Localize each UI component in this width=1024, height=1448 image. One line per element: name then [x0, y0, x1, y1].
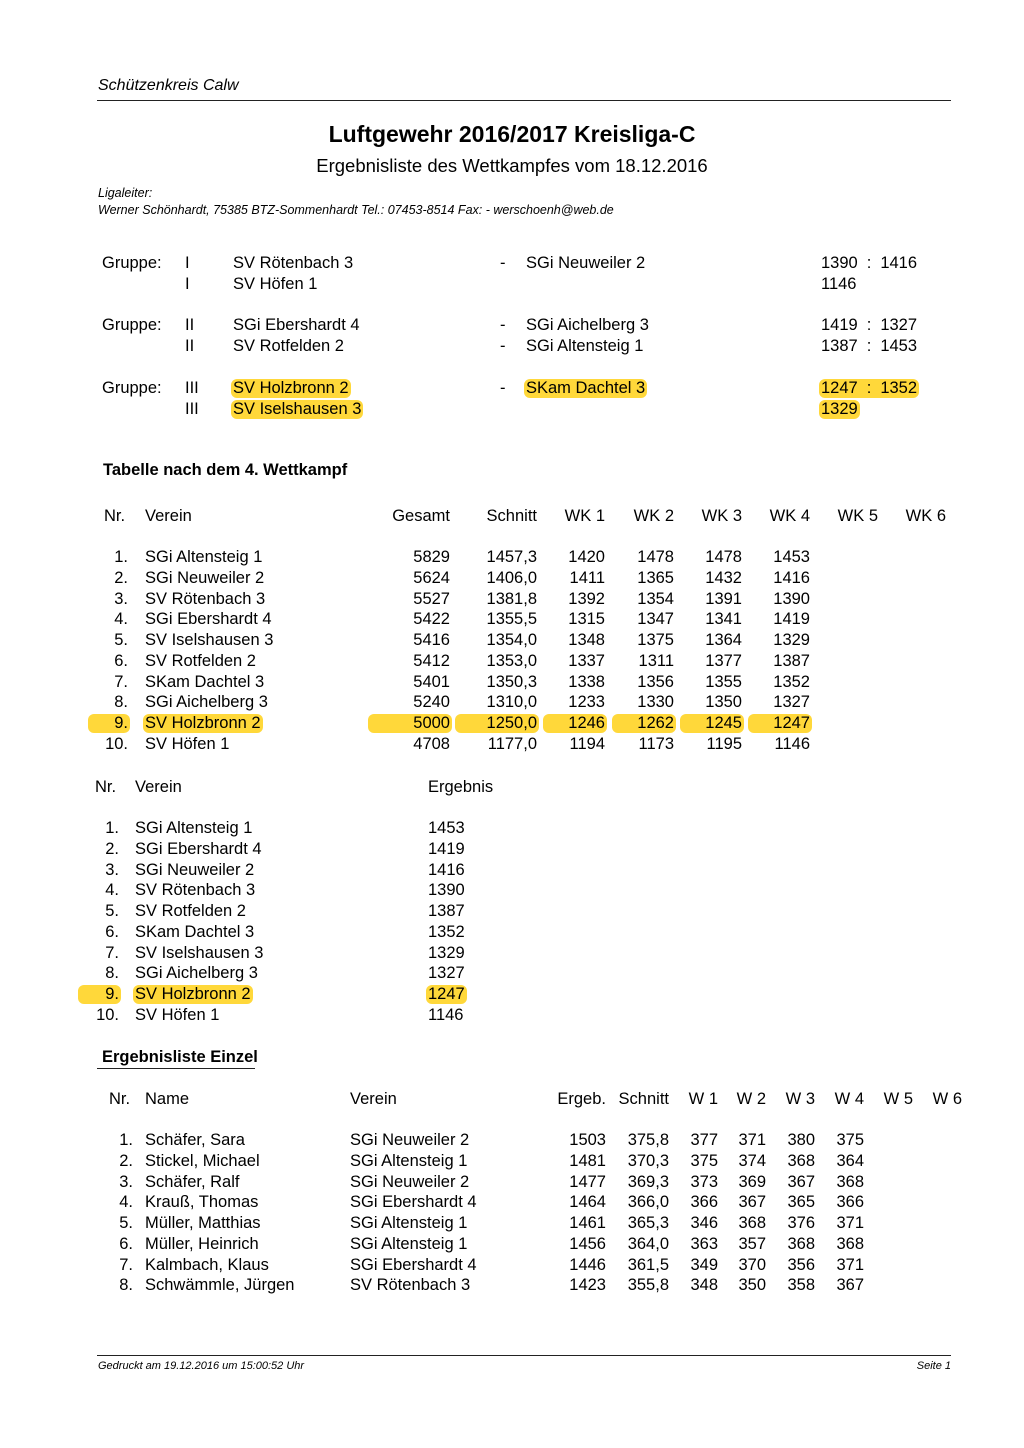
ligaleiter-contact: Werner Schönhardt, 75385 BTZ-Sommenhardt Tel.: 07453-8514 Fax: - werschoenh@web.de [98, 203, 614, 217]
page-title: Luftgewehr 2016/2017 Kreisliga-C [328, 121, 696, 147]
einzel-rank: 5. [119, 1214, 133, 1232]
ergebnis-value: 1247 [428, 985, 465, 1003]
group-score-away: 1453 [880, 337, 918, 355]
table-row [0, 735, 1024, 755]
ergebnis-col-header: Nr. [95, 778, 117, 796]
einzel-w-value: 371 [738, 1131, 766, 1149]
group-score-colon: : [866, 379, 872, 397]
table-total: 5000 [368, 714, 452, 733]
group-match-row [0, 275, 1024, 295]
table-club: SV Rotfelden 2 [145, 651, 256, 670]
table-average: 1310,0 [486, 693, 537, 712]
ergebnis-rank: 3. [105, 860, 119, 879]
table-row [0, 652, 1024, 672]
ergebnis-club: SGi Altensteig 1 [135, 819, 253, 837]
einzel-w-value: 346 [690, 1214, 718, 1232]
org-name: Schützenkreis Calw [98, 77, 239, 94]
table-wk-value: 1247 [748, 714, 812, 733]
table-wk-value: 1348 [568, 631, 605, 649]
group-score-away: 1352 [880, 379, 918, 397]
einzel-total: 1423 [569, 1276, 606, 1295]
table-total: 4708 [413, 734, 450, 753]
table-col-header: WK 3 [701, 507, 742, 525]
einzel-w-value: 369 [738, 1172, 766, 1191]
einzel-w-value: 368 [787, 1151, 815, 1170]
table-row [0, 590, 1024, 610]
table-club: SV Iselshausen 3 [145, 631, 274, 649]
einzel-name: Krauß, Thomas [145, 1193, 259, 1212]
einzel-rank: 4. [119, 1193, 133, 1212]
ergebnis-value: 1416 [428, 860, 465, 879]
ergebnis-club: SGi Ebershardt 4 [135, 839, 262, 858]
ergebnis-club: SKam Dachtel 3 [135, 922, 255, 941]
einzel-total: 1446 [569, 1255, 606, 1274]
table-club: SGi Neuweiler 2 [145, 568, 265, 587]
einzel-w-value: 367 [738, 1193, 766, 1212]
table-wk-value: 1262 [612, 714, 676, 733]
einzel-row [0, 1152, 1024, 1172]
table-rank: 6. [114, 651, 128, 670]
table-average: 1381,8 [486, 589, 537, 608]
einzel-name: Kalmbach, Klaus [145, 1255, 269, 1274]
einzel-average: 366,0 [627, 1193, 669, 1212]
ergebnis-row [0, 881, 1024, 901]
einzel-rank: 1. [119, 1131, 133, 1149]
table-rank: 4. [114, 610, 128, 629]
table-total: 5829 [413, 548, 450, 566]
ergebnis-rank: 10. [96, 1005, 119, 1024]
table-wk-value: 1365 [637, 568, 674, 587]
table-wk-value: 1311 [638, 651, 674, 670]
ergebnis-value: 1146 [428, 1005, 464, 1024]
ergebnis-row [0, 985, 1024, 1005]
table-wk-value: 1420 [568, 548, 605, 566]
table-average: 1350,3 [486, 672, 537, 691]
ergebnis-rank: 4. [105, 881, 119, 900]
einzel-w-value: 376 [787, 1214, 815, 1232]
group-away-team: SGi Aichelberg 3 [526, 316, 649, 334]
group-roman: I [185, 254, 190, 272]
ergebnis-value: 1390 [428, 881, 465, 900]
einzel-col-header: Schnitt [618, 1090, 669, 1108]
table-wk-value: 1246 [543, 714, 607, 733]
einzel-w-value: 366 [836, 1193, 864, 1212]
table-total: 5624 [413, 568, 450, 587]
group-score-colon: : [866, 254, 872, 272]
table-wk-value: 1453 [773, 548, 810, 566]
table-row [0, 631, 1024, 651]
ergebnis-club: SV Rötenbach 3 [135, 881, 256, 900]
einzel-col-header: W 5 [883, 1090, 913, 1108]
table-wk-value: 1329 [773, 631, 810, 649]
group-score-away: 1416 [880, 254, 918, 272]
table-header-row [0, 507, 1024, 527]
einzel-rank: 7. [119, 1255, 133, 1274]
ergebnis-row [0, 964, 1024, 984]
ergebnis-col-header: Verein [135, 778, 182, 796]
table-wk-value: 1387 [773, 651, 810, 670]
einzel-w-value: 357 [738, 1234, 766, 1253]
group-roman: III [185, 400, 199, 418]
einzel-average: 370,3 [627, 1151, 669, 1170]
group-roman: III [185, 379, 199, 397]
einzel-row [0, 1131, 1024, 1151]
table-col-header: Schnitt [486, 507, 537, 525]
einzel-w-value: 366 [690, 1193, 718, 1212]
table-club: SV Höfen 1 [145, 734, 230, 753]
einzel-w-value: 368 [738, 1214, 766, 1232]
einzel-heading-underline [97, 1068, 255, 1069]
table-col-header: WK 6 [905, 507, 946, 525]
group-away-team: SGi Neuweiler 2 [526, 254, 646, 272]
einzel-club: SGi Altensteig 1 [350, 1234, 468, 1253]
table-rank: 9. [88, 714, 130, 733]
ergebnis-club: SV Rotfelden 2 [135, 902, 246, 920]
einzel-w-value: 350 [738, 1276, 766, 1295]
einzel-w-value: 358 [787, 1276, 815, 1295]
einzel-club: SGi Altensteig 1 [350, 1151, 468, 1170]
ergebnis-club: SGi Neuweiler 2 [135, 860, 255, 879]
einzel-w-value: 375 [690, 1151, 718, 1170]
table-wk-value: 1233 [568, 693, 605, 712]
table-wk-value: 1338 [568, 672, 605, 691]
einzel-col-header: Name [145, 1090, 190, 1108]
table-wk-value: 1416 [773, 568, 810, 587]
einzel-col-header: W 3 [785, 1090, 815, 1108]
table-rank: 2. [114, 568, 128, 587]
table-row [0, 569, 1024, 589]
einzel-name: Stickel, Michael [145, 1151, 260, 1170]
einzel-name: Müller, Matthias [145, 1214, 261, 1232]
group-home-team: SV Iselshausen 3 [233, 400, 362, 418]
table-row [0, 610, 1024, 630]
table-total: 5527 [413, 589, 450, 608]
einzel-row [0, 1235, 1024, 1255]
ergebnis-value: 1329 [428, 943, 465, 962]
einzel-total: 1481 [569, 1151, 606, 1170]
einzel-w-value: 370 [738, 1255, 766, 1274]
table-wk-value: 1173 [638, 734, 674, 753]
ergebnis-row [0, 902, 1024, 922]
table-wk-value: 1432 [705, 568, 742, 587]
table-row [0, 673, 1024, 693]
group-score [821, 254, 917, 273]
einzel-w-value: 367 [787, 1172, 815, 1191]
einzel-w-value: 373 [690, 1172, 718, 1191]
table-wk-value: 1354 [637, 589, 674, 608]
group-score [819, 400, 860, 419]
table-col-header: WK 2 [633, 507, 674, 525]
einzel-average: 355,8 [627, 1276, 669, 1295]
einzel-w-value: 368 [787, 1234, 815, 1253]
ergebnis-col-header: Ergebnis [428, 778, 494, 796]
table-average: 1353,0 [486, 651, 537, 670]
einzel-col-header: Verein [350, 1090, 397, 1108]
einzel-header-row [0, 1090, 1024, 1110]
einzel-average: 364,0 [627, 1234, 669, 1253]
group-match-row [0, 316, 1024, 336]
einzel-rank: 3. [119, 1172, 133, 1191]
header-rule [97, 100, 951, 101]
table-wk-value: 1392 [568, 589, 605, 608]
group-dash: - [500, 316, 506, 334]
group-match-row [0, 254, 1024, 274]
group-score-colon: : [866, 316, 872, 334]
einzel-col-header: Ergeb. [557, 1090, 606, 1108]
group-dash: - [500, 254, 506, 272]
einzel-w-value: 368 [836, 1172, 864, 1191]
einzel-w-value: 348 [690, 1276, 718, 1295]
ergebnis-rank: 5. [105, 902, 119, 920]
group-score-home: 1387 [821, 337, 858, 355]
ergebnis-club: SV Iselshausen 3 [135, 943, 264, 962]
table-wk-value: 1337 [568, 651, 605, 670]
table-wk-value: 1364 [705, 631, 742, 649]
einzel-row [0, 1256, 1024, 1276]
table-wk-value: 1352 [773, 672, 810, 691]
einzel-name: Schäfer, Sara [145, 1131, 245, 1149]
einzel-heading: Ergebnisliste Einzel [102, 1048, 258, 1066]
einzel-total: 1464 [569, 1193, 606, 1212]
footer-rule [97, 1355, 951, 1356]
ergebnis-value: 1387 [428, 902, 465, 920]
group-score [821, 337, 917, 356]
table-club: SV Holzbronn 2 [145, 714, 261, 732]
einzel-average: 361,5 [627, 1255, 669, 1274]
footer-page: Seite 1 [916, 1360, 951, 1372]
einzel-col-header: Nr. [109, 1090, 131, 1108]
einzel-average: 365,3 [627, 1214, 669, 1232]
table-wk-value: 1315 [568, 610, 605, 629]
einzel-name: Schäfer, Ralf [145, 1172, 240, 1191]
table-wk-value: 1391 [705, 589, 742, 608]
group-home-team: SV Höfen 1 [233, 275, 318, 293]
table-total: 5240 [413, 693, 450, 712]
table-average: 1406,0 [486, 568, 537, 587]
einzel-club: SGi Ebershardt 4 [350, 1255, 477, 1274]
page-subtitle: Ergebnisliste des Wettkampfes vom 18.12.2016 [316, 155, 708, 176]
ergebnis-value: 1453 [428, 819, 465, 837]
table-rank: 7. [114, 672, 128, 691]
group-score-home: 1390 [821, 254, 858, 272]
table-wk-value: 1419 [773, 610, 810, 629]
table-row [0, 548, 1024, 568]
table-col-header: Verein [145, 507, 192, 525]
group-score-away: 1327 [880, 316, 918, 334]
group-label: Gruppe: [102, 316, 162, 334]
footer-printed: Gedruckt am 19.12.2016 um 15:00:52 Uhr [98, 1360, 305, 1372]
table-col-header: WK 1 [564, 507, 605, 525]
einzel-row [0, 1276, 1024, 1296]
group-score [821, 275, 856, 294]
table-wk-value: 1355 [705, 672, 742, 691]
ergebnis-row [0, 819, 1024, 839]
table-wk-value: 1377 [705, 651, 742, 670]
ligaleiter-label: Ligaleiter: [98, 186, 153, 200]
einzel-w-value: 371 [836, 1214, 864, 1232]
table-total: 5412 [413, 651, 450, 670]
table-total: 5401 [413, 672, 450, 691]
table-col-header: Nr. [104, 507, 126, 525]
group-away-team: SGi Altensteig 1 [526, 337, 644, 355]
table-wk-value: 1390 [773, 589, 810, 608]
table-rank: 8. [114, 693, 128, 712]
table-row [0, 693, 1024, 713]
einzel-w-value: 349 [690, 1255, 718, 1274]
ergebnis-header-row [0, 778, 1024, 798]
ergebnis-value: 1419 [428, 839, 465, 858]
group-home-team: SV Rötenbach 3 [233, 254, 354, 272]
group-score-home: 1329 [821, 400, 858, 418]
table-club: SGi Ebershardt 4 [145, 610, 272, 629]
group-score-home: 1146 [821, 275, 857, 293]
table-wk-value: 1330 [637, 693, 674, 712]
group-home-team: SV Rotfelden 2 [233, 337, 344, 355]
table-wk-value: 1350 [705, 693, 742, 712]
ergebnis-rank: 9. [78, 985, 121, 1004]
einzel-total: 1477 [569, 1172, 606, 1191]
ergebnis-row [0, 944, 1024, 964]
group-home-team: SV Holzbronn 2 [233, 379, 349, 397]
einzel-name: Müller, Heinrich [145, 1234, 259, 1253]
table-col-header: Gesamt [392, 507, 450, 525]
einzel-w-value: 374 [738, 1151, 766, 1170]
table-wk-value: 1327 [773, 693, 810, 712]
table-wk-value: 1195 [706, 734, 742, 753]
group-home-team: SGi Ebershardt 4 [233, 316, 360, 334]
group-dash: - [500, 379, 506, 397]
group-score [819, 379, 919, 398]
einzel-club: SGi Altensteig 1 [350, 1214, 468, 1232]
group-score-home: 1419 [821, 316, 858, 334]
table-row [0, 714, 1024, 734]
einzel-row [0, 1173, 1024, 1193]
table-wk-value: 1375 [637, 631, 674, 649]
group-label: Gruppe: [102, 254, 162, 272]
einzel-col-header: W 6 [932, 1090, 962, 1108]
table-average: 1250,0 [455, 714, 539, 733]
table-club: SV Rötenbach 3 [145, 589, 266, 608]
table-wk-value: 1411 [569, 568, 605, 587]
einzel-w-value: 368 [836, 1234, 864, 1253]
table-col-header: WK 4 [769, 507, 810, 525]
table-wk-value: 1245 [680, 714, 744, 733]
einzel-total: 1503 [569, 1131, 606, 1149]
table-wk-value: 1478 [637, 548, 674, 566]
ergebnis-rank: 7. [105, 943, 119, 962]
einzel-row [0, 1193, 1024, 1213]
einzel-club: SV Rötenbach 3 [350, 1276, 471, 1295]
einzel-average: 375,8 [627, 1131, 669, 1149]
einzel-name: Schwämmle, Jürgen [145, 1276, 295, 1295]
table-rank: 5. [114, 631, 128, 649]
ergebnis-row [0, 840, 1024, 860]
einzel-rank: 6. [119, 1234, 133, 1253]
einzel-row [0, 1214, 1024, 1234]
table-wk-value: 1194 [569, 734, 605, 753]
group-score-home: 1247 [821, 379, 858, 397]
table-wk-value: 1146 [774, 734, 810, 753]
table-club: SKam Dachtel 3 [145, 672, 265, 691]
table-wk-value: 1478 [705, 548, 742, 566]
group-score [821, 316, 917, 335]
einzel-w-value: 377 [690, 1131, 718, 1149]
einzel-w-value: 367 [836, 1276, 864, 1295]
table-total: 5416 [413, 631, 450, 649]
ergebnis-value: 1352 [428, 922, 465, 941]
ergebnis-club: SV Höfen 1 [135, 1005, 220, 1024]
ergebnis-rank: 1. [105, 819, 119, 837]
einzel-w-value: 356 [787, 1255, 815, 1274]
group-roman: II [185, 316, 195, 334]
einzel-rank: 2. [119, 1151, 133, 1170]
ergebnis-club: SV Holzbronn 2 [135, 985, 251, 1003]
einzel-col-header: W 4 [834, 1090, 864, 1108]
einzel-club: SGi Ebershardt 4 [350, 1193, 477, 1212]
einzel-col-header: W 2 [736, 1090, 766, 1108]
table-wk-value: 1341 [705, 610, 742, 629]
einzel-w-value: 375 [836, 1131, 864, 1149]
group-match-row [0, 400, 1024, 420]
einzel-w-value: 363 [690, 1234, 718, 1253]
einzel-total: 1461 [569, 1214, 606, 1232]
ergebnis-row [0, 923, 1024, 943]
ergebnis-rank: 2. [105, 839, 119, 858]
group-roman: II [185, 337, 195, 355]
table-average: 1177,0 [487, 734, 537, 753]
einzel-col-header: W 1 [688, 1090, 718, 1108]
einzel-w-value: 364 [836, 1151, 864, 1170]
einzel-w-value: 365 [787, 1193, 815, 1212]
table-heading: Tabelle nach dem 4. Wettkampf [103, 461, 348, 479]
einzel-club: SGi Neuweiler 2 [350, 1172, 470, 1191]
ergebnis-row [0, 861, 1024, 881]
table-club: SGi Altensteig 1 [145, 548, 263, 566]
table-rank: 10. [105, 734, 128, 753]
table-rank: 3. [114, 589, 128, 608]
einzel-total: 1456 [569, 1234, 606, 1253]
ergebnis-club: SGi Aichelberg 3 [135, 964, 258, 983]
einzel-club: SGi Neuweiler 2 [350, 1131, 470, 1149]
table-wk-value: 1347 [637, 610, 674, 629]
table-average: 1354,0 [486, 631, 537, 649]
table-average: 1457,3 [486, 548, 537, 566]
group-score-colon: : [866, 337, 872, 355]
group-roman: I [185, 275, 190, 293]
group-match-row [0, 379, 1024, 399]
table-col-header: WK 5 [837, 507, 878, 525]
table-rank: 1. [114, 548, 128, 566]
ergebnis-rank: 6. [105, 922, 119, 941]
table-average: 1355,5 [486, 610, 537, 629]
table-total: 5422 [413, 610, 450, 629]
ergebnis-value: 1327 [428, 964, 465, 983]
group-dash: - [500, 337, 506, 355]
ergebnis-row [0, 1006, 1024, 1026]
table-wk-value: 1356 [637, 672, 674, 691]
einzel-w-value: 371 [836, 1255, 864, 1274]
ergebnis-rank: 8. [105, 964, 119, 983]
einzel-rank: 8. [119, 1276, 133, 1295]
group-label: Gruppe: [102, 379, 162, 397]
group-away-team: SKam Dachtel 3 [526, 379, 646, 397]
group-match-row [0, 337, 1024, 357]
einzel-average: 369,3 [627, 1172, 669, 1191]
table-club: SGi Aichelberg 3 [145, 693, 268, 712]
einzel-w-value: 380 [787, 1131, 815, 1149]
